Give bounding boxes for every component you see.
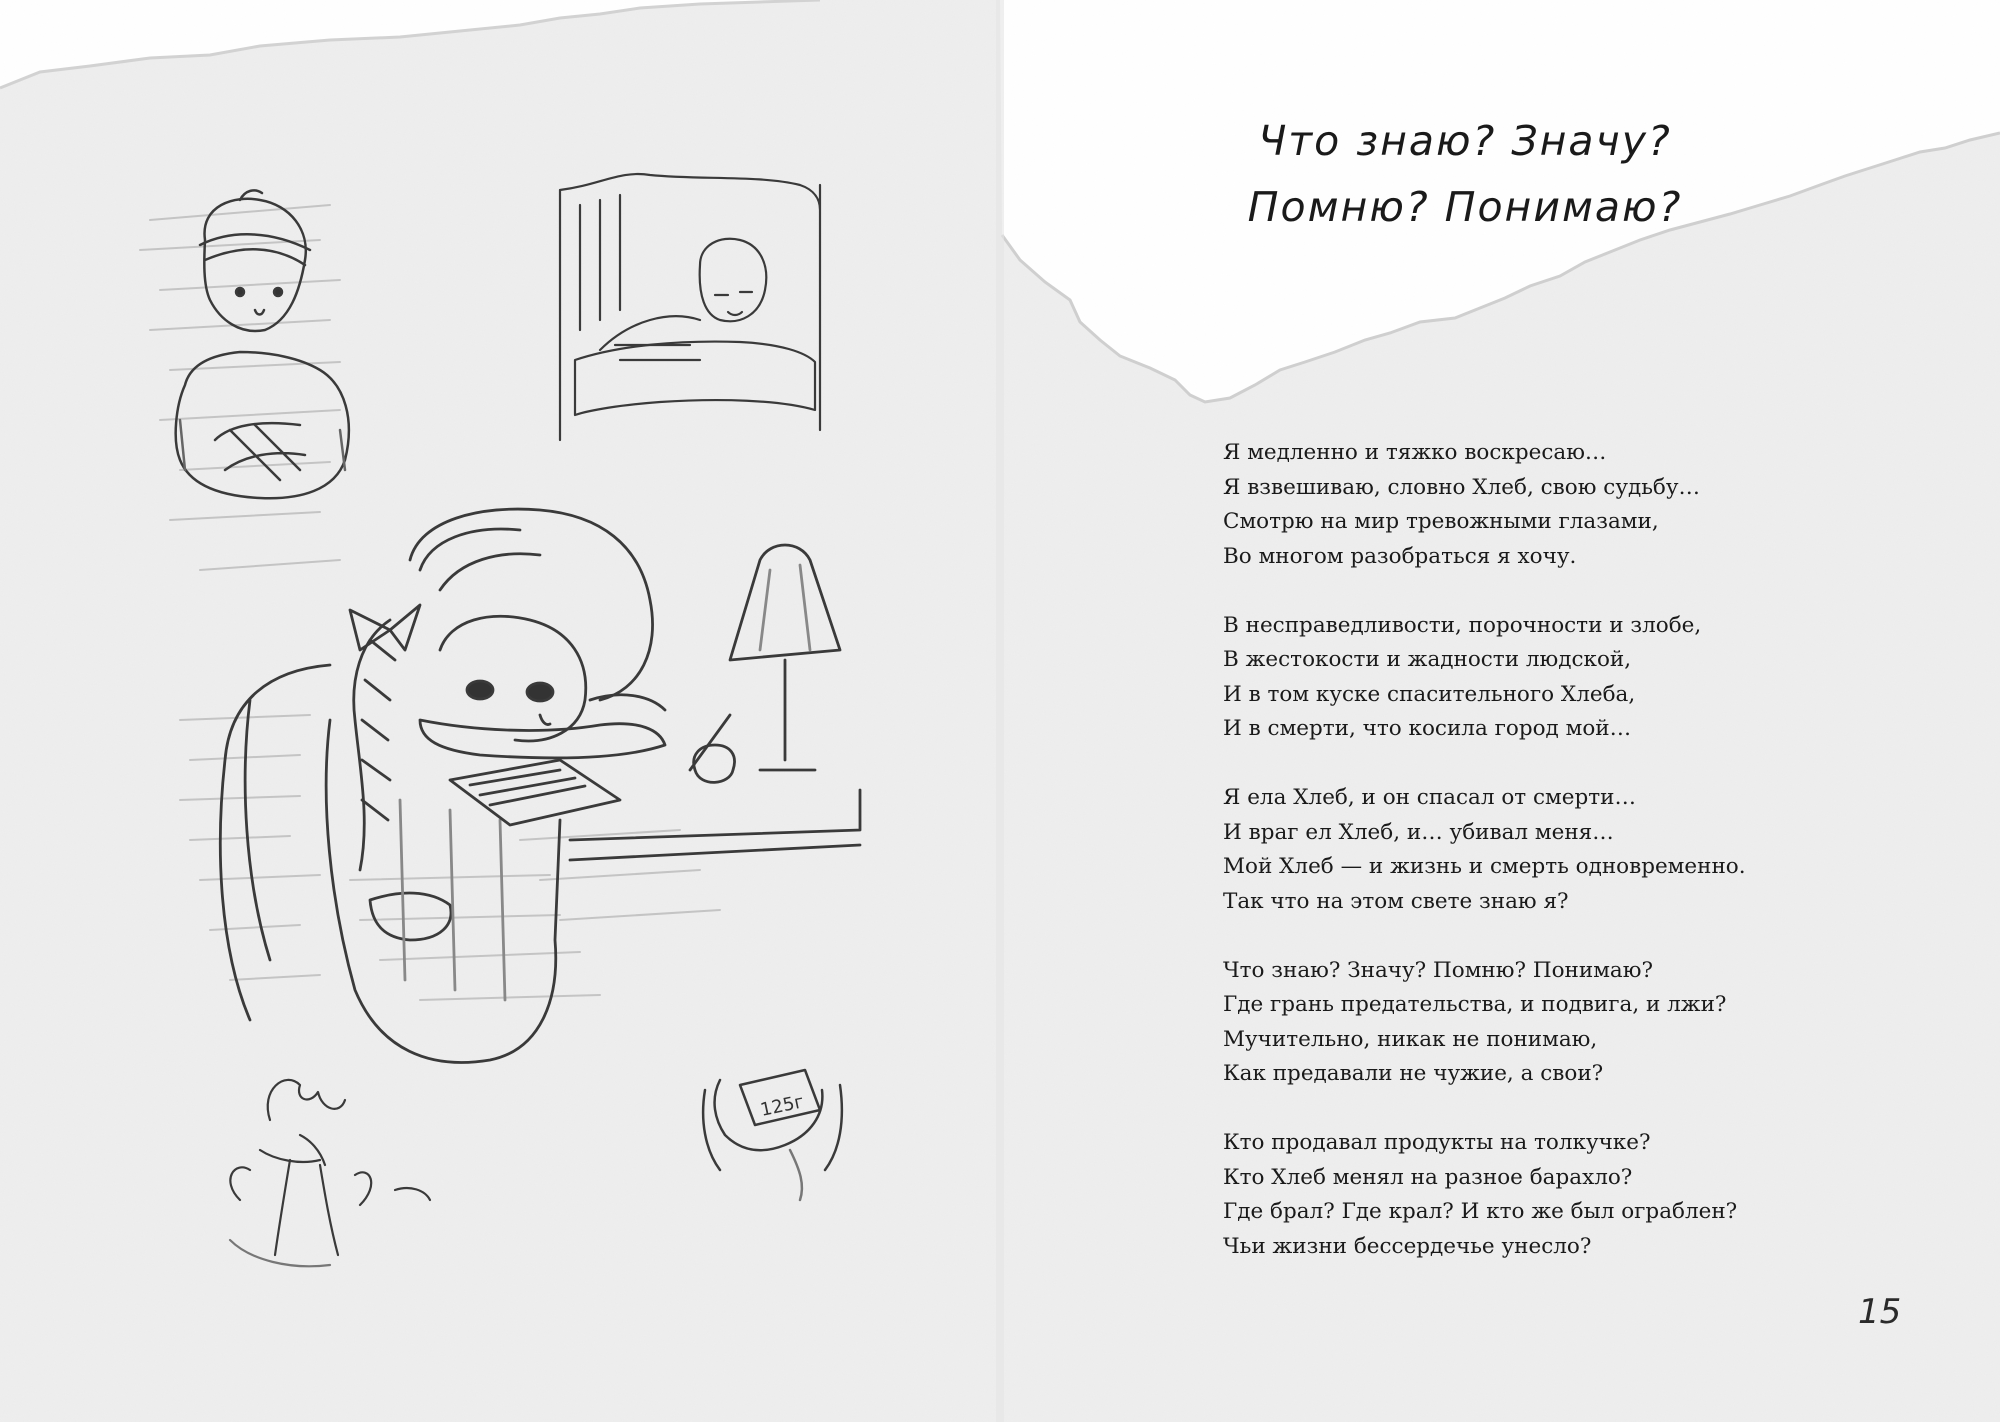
verse-line: Что знаю? Значу? Помню? Понимаю?	[1223, 957, 1653, 983]
verse-line: Кто продавал продукты на толкучке?	[1223, 1130, 1651, 1155]
verse-line: Как предавали не чужие, а свои?	[1223, 1061, 1604, 1086]
verse-line: Так что на этом свете знаю я?	[1223, 888, 1569, 914]
ration-card-text: 125г	[758, 1091, 806, 1121]
background-shading	[140, 205, 720, 1000]
child-in-bed-sketch	[560, 174, 820, 440]
fire-scene-sketch	[230, 1080, 430, 1266]
stanza	[1223, 436, 1923, 574]
stanza	[1223, 954, 1923, 1092]
verse-line: В несправедливости, порочности и злобе,	[1223, 612, 1702, 638]
stanza	[1223, 781, 1923, 919]
woman-with-bread-sketch	[176, 190, 349, 498]
verse-line: Чьи жизни бессердечье унесло?	[1223, 1233, 1592, 1259]
verse-line: Я ела Хлеб, и он спасал от смерти…	[1223, 785, 1636, 810]
hands-ration-card-sketch	[703, 1070, 842, 1200]
verse-line: И враг ел Хлеб, и… убивал меня…	[1223, 819, 1614, 845]
page-number: 15	[1858, 1292, 1902, 1332]
poem-body	[1223, 436, 1923, 1299]
verse-line: Мой Хлеб — и жизнь и смерть одновременно.	[1223, 854, 1746, 879]
verse-line: Мучительно, никак не понимаю,	[1223, 1026, 1598, 1052]
verse-line: В жестокости и жадности людской,	[1223, 647, 1632, 672]
verse-line: Во многом разобраться я хочу.	[1223, 543, 1577, 569]
stanza	[1223, 609, 1923, 747]
stanza	[1223, 1126, 1923, 1264]
title-line-1: Что знаю? Значу?	[1258, 117, 1672, 165]
verse-line: Я взвешиваю, словно Хлеб, свою судьбу…	[1223, 474, 1701, 500]
verse-line: Я медленно и тяжко воскресаю…	[1223, 440, 1607, 465]
title-line-2: Помню? Понимаю?	[1247, 183, 1683, 231]
verse-line: И в смерти, что косила город мой…	[1223, 716, 1632, 741]
girl-at-desk-sketch	[220, 509, 860, 1062]
verse-line: Смотрю на мир тревожными глазами,	[1223, 509, 1659, 534]
verse-line: Кто Хлеб менял на разное барахло?	[1223, 1164, 1633, 1190]
verse-line: И в том куске спасительного Хлеба,	[1223, 681, 1636, 707]
verse-line: Где грань предательства, и подвига, и лжи?	[1223, 992, 1727, 1017]
poem-title	[1185, 108, 1745, 240]
verse-line: Где брал? Где крал? И кто же был ограблен?	[1223, 1199, 1738, 1224]
